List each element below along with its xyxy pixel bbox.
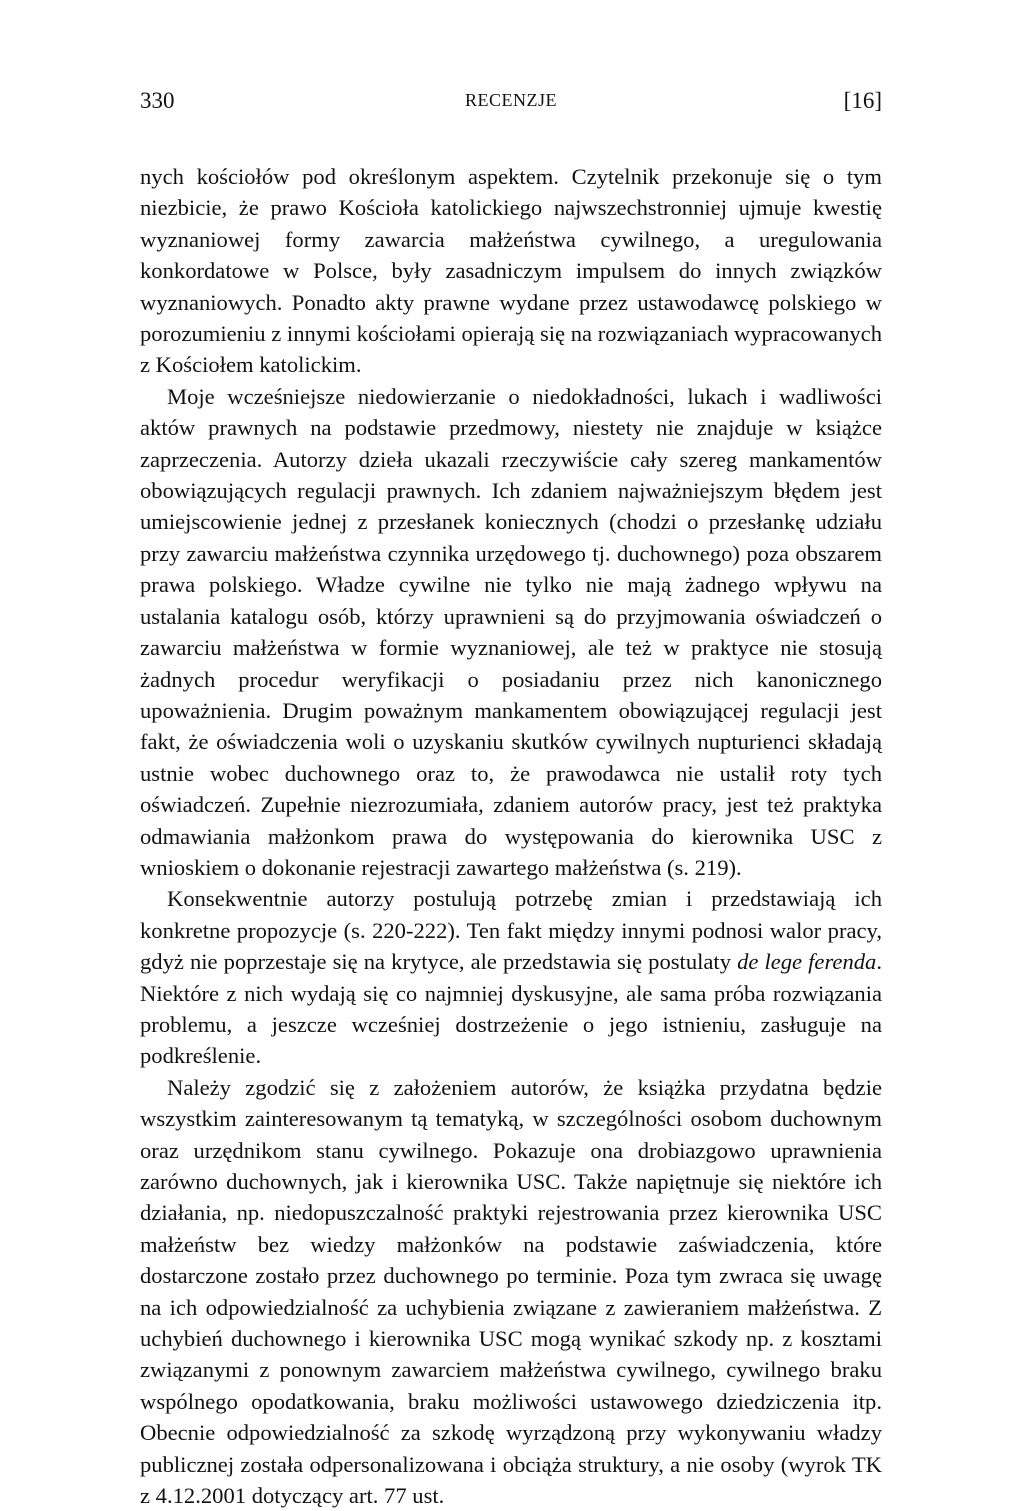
section-title: RECENZJE bbox=[465, 90, 557, 110]
paragraph-3-text-before: Konsekwentnie autorzy postulują potrzebę zmian i przedstawiają ich konkretne propozycje (s. 220-222). Ten fakt między innymi podnosi walor pracy, gdyż nie poprzestaje się na krytyce, ale przedstawia się postulaty bbox=[140, 886, 882, 975]
paragraph-1: nych kościołów pod określonym aspektem. Czytelnik przekonuje się o tym niezbicie, że prawo Kościoła katolickiego najwszechstronniej ujmuje kwestię wyznaniowej formy zawarcia małżeństwa cywilnego, a uregulowania konkordatowe w Polsce, były zasadniczym impulsem do innych związków wyznaniowych. Ponadto akty prawne wydane przez ustawodawcę polskiego w porozumieniu z innymi kościołami opierają się na rozwiązaniach wypracowanych z Kościołem katolickim. bbox=[140, 164, 882, 378]
issue-number: [16] bbox=[843, 88, 882, 113]
latin-phrase: de lege ferenda bbox=[737, 949, 877, 975]
body-text bbox=[140, 161, 882, 1511]
running-head bbox=[140, 88, 882, 128]
paragraph-3-text-after: . Niektóre z nich wydają się co najmniej dyskusyjne, ale sama próba rozwiązania problemu, a jeszcze wcześniej dostrzeżenie o jego istnieniu, zasługuje na podkreślenie. bbox=[140, 949, 882, 1069]
page-number: 330 bbox=[140, 88, 175, 113]
paragraph-2: Moje wcześniejsze niedowierzanie o niedokładności, lukach i wadliwości aktów prawnych na podstawie przedmowy, niestety nie znajduje w książce zaprzeczenia. Autorzy dzieła ukazali rzeczywiście cały szereg mankamentów obowiązujących regulacji prawnych. Ich zdaniem najważniejszym błędem jest umiejscowienie jednej z przesłanek koniecznych (chodzi o przesłankę udziału przy zawarciu małżeństwa czynnika urzędowego tj. duchownego) poza obszarem prawa polskiego. Władze cywilne nie tylko nie mają żadnego wpływu na ustalania katalogu osób, którzy uprawnieni są do przyjmowania oświadczeń o zawarciu małżeństwa w formie wyznaniowej, ale też w praktyce nie stosują żadnych procedur weryfikacji o posiadaniu przez nich kanonicznego upoważnienia. Drugim poważnym mankamentem obowiązującej regulacji jest fakt, że oświadczenia woli o uzyskaniu skutków cywilnych nupturienci składają ustnie wobec duchownego oraz to, że prawodawca nie ustalił roty tych oświadczeń. Zupełnie niezrozumiała, zdaniem autorów pracy, jest też praktyka odmawiania małżonkom prawa do występowania do kierownika USC z wnioskiem o dokonanie rejestracji zawartego małżeństwa (s. 219). bbox=[140, 383, 882, 880]
paragraph-4: Należy zgodzić się z założeniem autorów, że książka przydatna będzie wszystkim zainteresowanym tą tematyką, w szczególności osobom duchownym oraz urzędnikom stanu cywilnego. Pokazuje ona drobiazgowo uprawnienia zarówno duchownych, jak i kierownika USC. Także napiętnuje się niektóre ich działania, np. niedopuszczalność praktyki rejestrowania przez kierownika USC małżeństw bez wiedzy małżonków na podstawie zaświadczenia, które dostarczone zostało przez duchownego po terminie. Poza tym zwraca się uwagę na ich odpowiedzialność za uchybienia związane z zawieraniem małżeństwa. Z uchybień duchownego i kierownika USC mogą wynikać szkody np. z kosztami związanymi z ponownym zawarciem małżeństwa cywilnego, cywilnego braku wspólnego opodatkowania, braku możliwości ustawowego dziedziczenia itp. Obecnie odpowiedzialność za szkodę wyrządzoną przy wykonywaniu władzy publicznej została odpersonalizowana i obciąża struktury, a nie osoby (wyrok TK z 4.12.2001 dotyczący art. 77 ust. bbox=[140, 1074, 882, 1509]
paragraph-3 bbox=[140, 883, 882, 1071]
document-page bbox=[140, 88, 882, 1511]
